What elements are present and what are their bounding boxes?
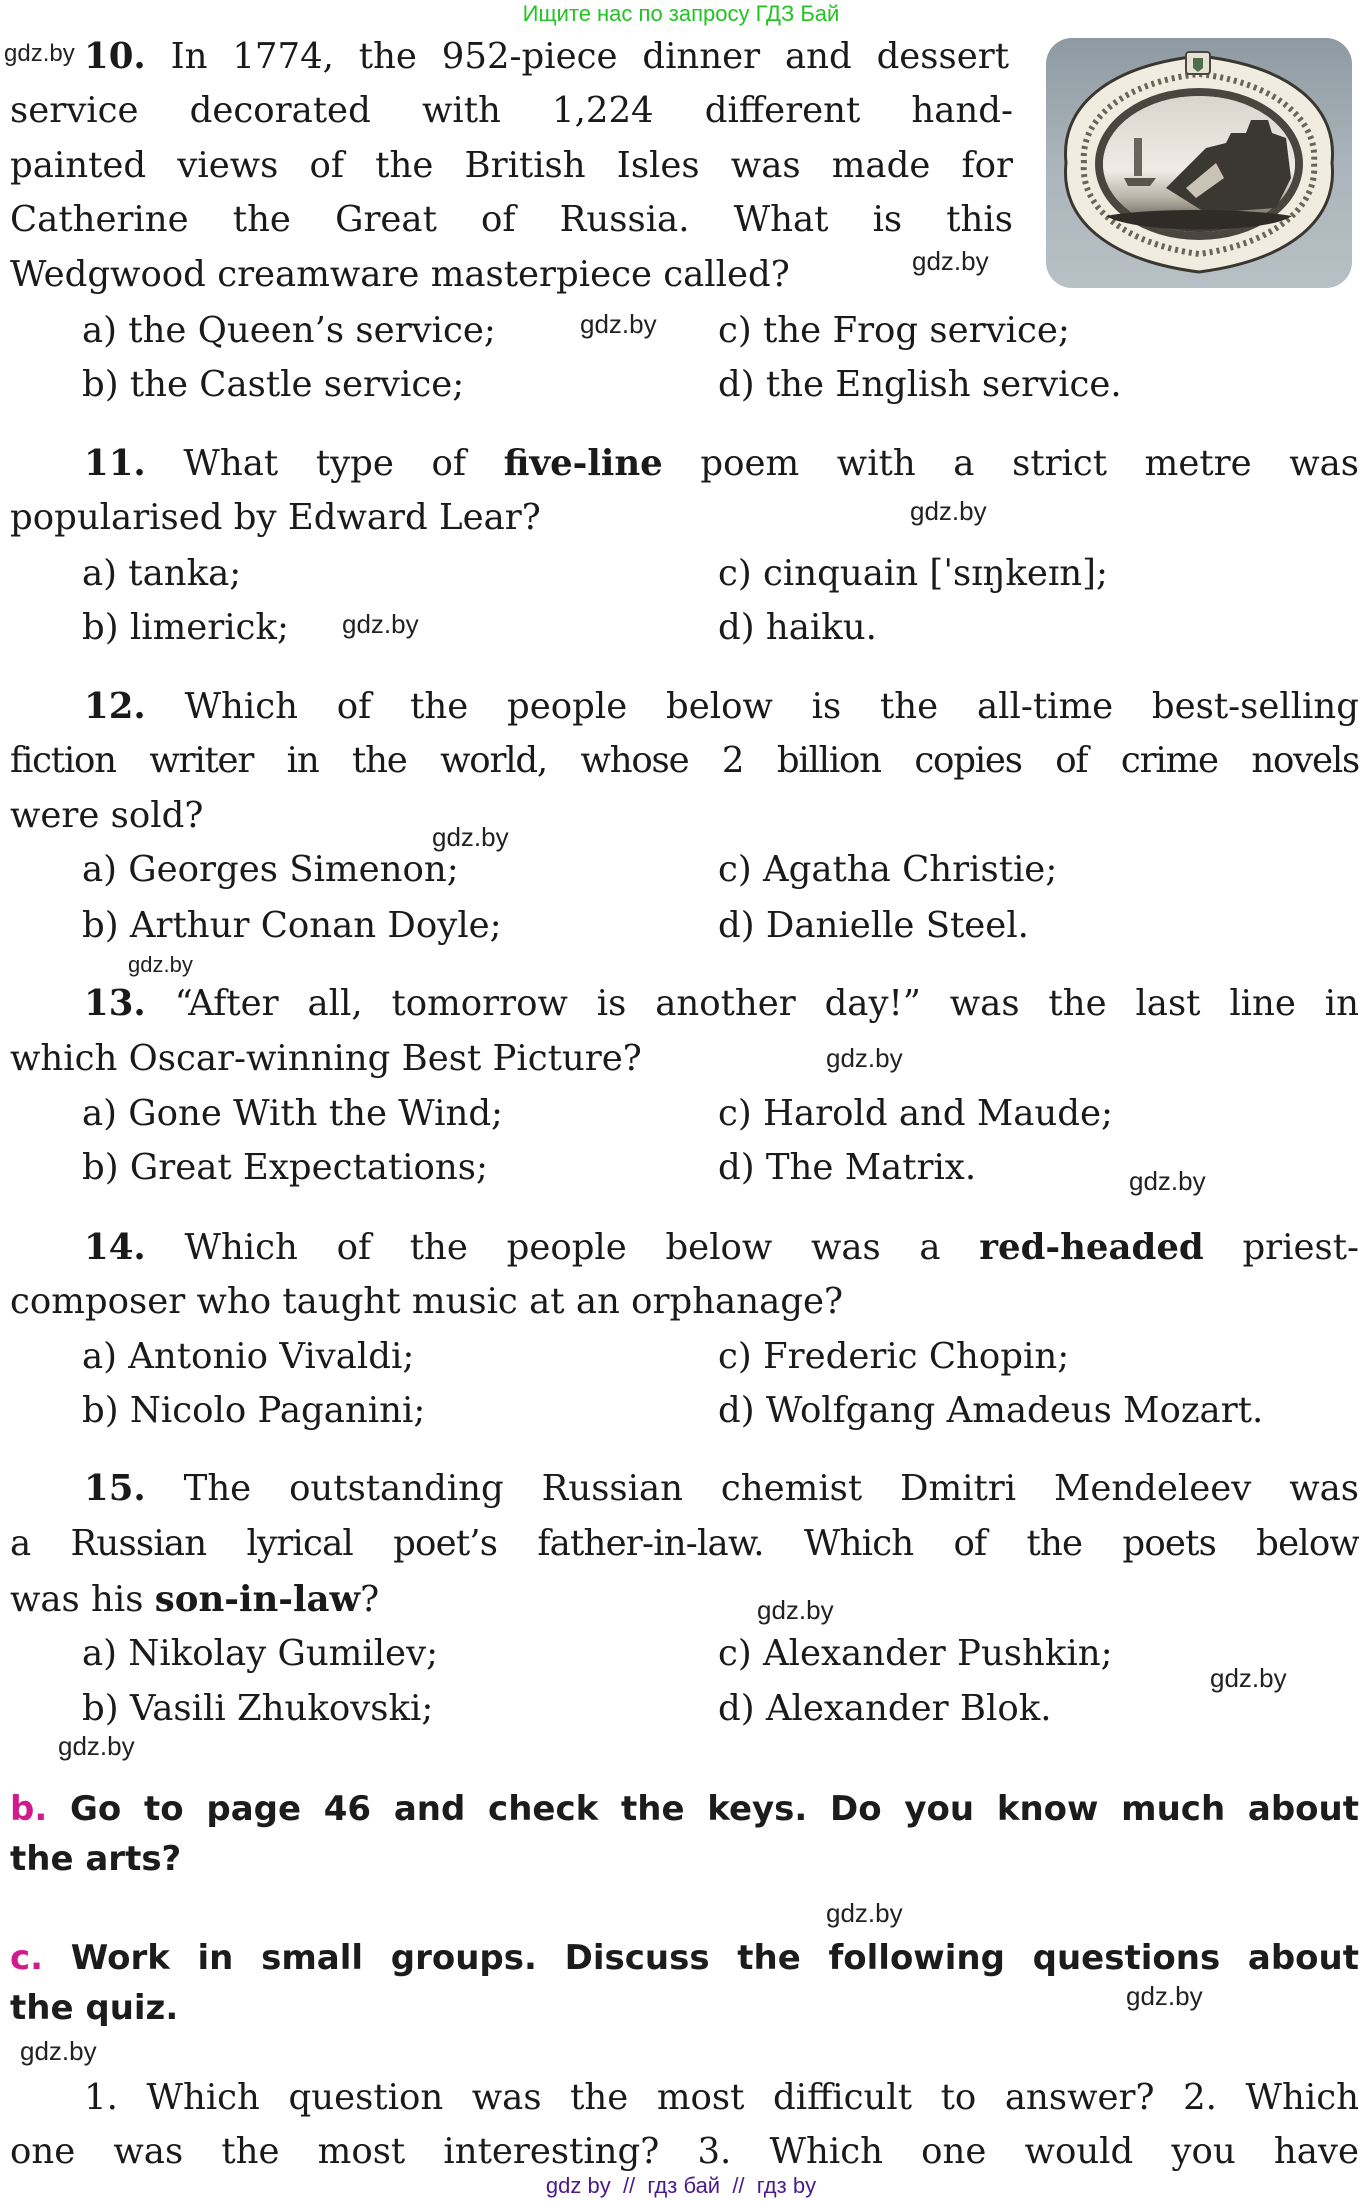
- task-c-line-1: c. Work in small groups. Discuss the following questions about: [10, 1938, 1359, 1978]
- question-15-line-2: a Russian lyrical poet’s father-in-law. Which of the poets below: [10, 1523, 1359, 1564]
- option-a: a) Georges Simenon;: [82, 849, 459, 890]
- watermark: gdz.by: [1129, 1166, 1206, 1196]
- watermark: gdz.by: [128, 952, 193, 977]
- watermark: gdz.by: [910, 496, 987, 526]
- question-number: 13.: [84, 983, 146, 1024]
- question-number: 14.: [84, 1227, 146, 1268]
- question-10-line-2: service decorated with 1,224 different hand-: [10, 90, 1013, 131]
- option-c: c) Harold and Maude;: [718, 1093, 1113, 1134]
- task-letter: b.: [10, 1789, 48, 1829]
- emphasis: son-in-law: [154, 1579, 361, 1620]
- watermark: gdz.by: [1126, 1981, 1203, 2011]
- question-12-line-1: 12. Which of the people below is the all-time best-selling: [84, 686, 1359, 727]
- question-number: 12.: [84, 686, 146, 727]
- option-c: c) Agatha Christie;: [718, 849, 1058, 890]
- option-d: d) Wolfgang Amadeus Mozart.: [718, 1390, 1264, 1431]
- option-a: a) the Queen’s service;: [82, 310, 496, 351]
- question-11-line-1: 11. What type of five-line poem with a strict metre was: [84, 443, 1359, 484]
- question-13-line-2: which Oscar-winning Best Picture?: [10, 1038, 642, 1079]
- question-15-line-1: 15. The outstanding Russian chemist Dmitri Mendeleev was: [84, 1468, 1359, 1509]
- option-d: d) haiku.: [718, 607, 877, 648]
- option-b: b) Vasili Zhukovski;: [82, 1688, 434, 1729]
- option-b: b) Nicolo Paganini;: [82, 1390, 426, 1431]
- question-number: 10.: [84, 36, 146, 77]
- plate-illustration-icon: [1046, 38, 1352, 288]
- question-14-line-1: 14. Which of the people below was a red-headed priest-: [84, 1227, 1359, 1268]
- task-letter: c.: [10, 1938, 44, 1978]
- option-d: d) the English service.: [718, 364, 1122, 405]
- watermark: gdz.by: [432, 822, 509, 852]
- option-b: b) Great Expectations;: [82, 1147, 488, 1188]
- question-10-line-1: 10. In 1774, the 952-piece dinner and dessert: [84, 36, 1009, 77]
- question-10-line-3: painted views of the British Isles was made for: [10, 145, 1013, 186]
- watermark: gdz.by: [58, 1731, 135, 1761]
- watermark: gdz.by: [342, 609, 419, 639]
- option-c: c) cinquain [ˈsɪŋkeɪn];: [718, 553, 1108, 594]
- option-d: d) The Matrix.: [718, 1147, 977, 1188]
- option-b: b) Arthur Conan Doyle;: [82, 905, 502, 946]
- option-a: a) tanka;: [82, 553, 242, 594]
- question-10-line-4: Catherine the Great of Russia. What is this: [10, 199, 1013, 240]
- watermark: gdz.by: [826, 1043, 903, 1073]
- question-number: 11.: [84, 443, 146, 484]
- watermark: gdz.by: [1210, 1663, 1287, 1693]
- discussion-line-2: one was the most interesting? 3. Which one would you have: [10, 2131, 1359, 2172]
- task-c-line-2: the quiz.: [10, 1988, 179, 2028]
- watermark: gdz.by: [580, 309, 657, 339]
- watermark: gdz.by: [826, 1898, 903, 1928]
- question-12-line-3: were sold?: [10, 795, 204, 836]
- question-15-line-3: was his son-in-law?: [10, 1579, 380, 1620]
- option-a: a) Antonio Vivaldi;: [82, 1336, 415, 1377]
- plate-image: [1046, 38, 1352, 288]
- emphasis: red-headed: [979, 1227, 1204, 1268]
- site-footer-link[interactable]: gdz by // гдз бай // гдз by: [545, 2173, 817, 2198]
- option-b: b) the Castle service;: [82, 364, 465, 405]
- question-14-line-2: composer who taught music at an orphanage?: [10, 1281, 844, 1322]
- option-c: c) Frederic Chopin;: [718, 1336, 1070, 1377]
- question-12-line-2: fiction writer in the world, whose 2 billion copies of crime novels: [10, 740, 1359, 781]
- option-b: b) limerick;: [82, 607, 289, 648]
- task-b-line-2: the arts?: [10, 1839, 182, 1879]
- option-c: c) Alexander Pushkin;: [718, 1633, 1113, 1674]
- question-number: 15.: [84, 1468, 146, 1509]
- question-13-line-1: 13. “After all, tomorrow is another day!” was the last line in: [84, 983, 1359, 1024]
- question-10-line-5: Wedgwood creamware masterpiece called?: [10, 254, 790, 295]
- option-a: a) Nikolay Gumilev;: [82, 1633, 439, 1674]
- option-d: d) Alexander Blok.: [718, 1688, 1052, 1729]
- emphasis: five-line: [503, 443, 663, 484]
- watermark: gdz.by: [4, 40, 75, 67]
- question-11-line-2: popularised by Edward Lear?: [10, 497, 541, 538]
- task-b-line-1: b. Go to page 46 and check the keys. Do you know much about: [10, 1789, 1359, 1829]
- discussion-line-1: 1. Which question was the most difficult to answer? 2. Which: [84, 2077, 1359, 2118]
- option-d: d) Danielle Steel.: [718, 905, 1029, 946]
- search-banner[interactable]: Ищите нас по запросу ГДЗ Бай: [522, 1, 840, 26]
- watermark: gdz.by: [912, 246, 989, 276]
- option-c: c) the Frog service;: [718, 310, 1070, 351]
- watermark: gdz.by: [20, 2036, 97, 2066]
- option-a: a) Gone With the Wind;: [82, 1093, 504, 1134]
- watermark: gdz.by: [757, 1595, 834, 1625]
